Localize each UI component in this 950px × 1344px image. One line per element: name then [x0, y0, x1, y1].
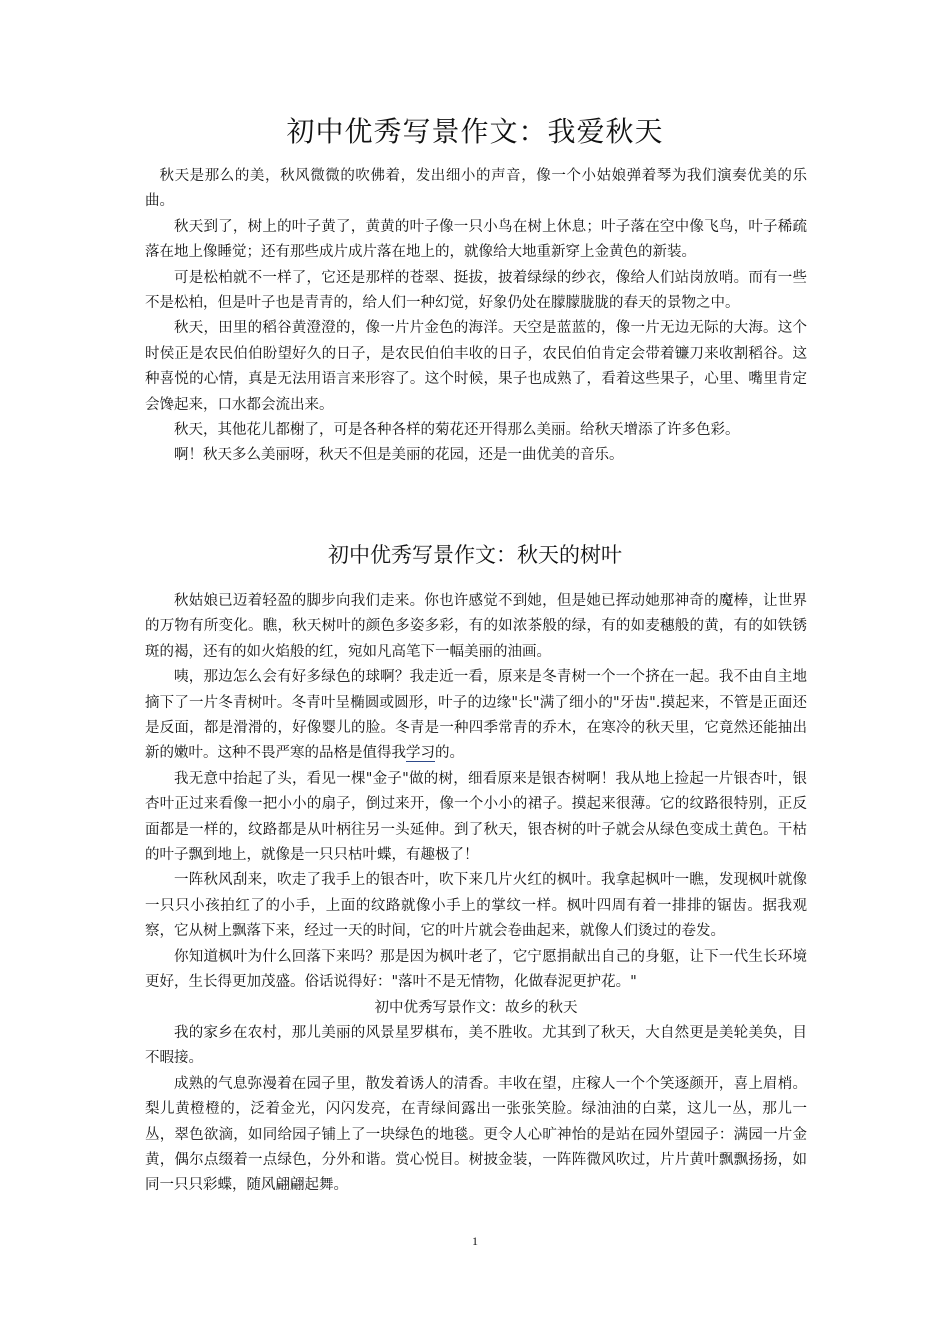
essay2-paragraph-2 — [145, 665, 807, 767]
essay2-paragraph-1: 秋姑娘已迈着轻盈的脚步向我们走来。你也许感觉不到她，但是她已挥动她那神奇的魔棒，让世界的万物有所变化。瞧，秋天树叶的颜色多姿多彩，有的如浓茶般的绿，有的如麦穗般的黄，有的如铁锈斑的褐，还有的如火焰般的红，宛如凡高笔下一幅美丽的油画。 — [145, 593, 807, 660]
essay1-paragraph-4: 秋天，田里的稻谷黄澄澄的，像一片片金色的海洋。天空是蓝蓝的，像一片无边无际的大海。这个时侯正是农民伯伯盼望好久的日子，是农民伯伯丰收的日子，农民伯伯肯定会带着镰刀来收割稻谷。这种喜悦的心情，真是无法用语言来形容了。这个时候，果子也成熟了，看着这些果子，心里、嘴里肯定会馋起来，口水都会流出来。 — [145, 320, 807, 413]
study-link[interactable]: 学习 — [406, 745, 435, 762]
essay1-paragraph-1: 秋天是那么的美，秋风微微的吹佛着，发出细小的声音，像一个小姑娘弹着琴为我们演奏优美的乐曲。 — [145, 168, 807, 210]
essay1-paragraph-5: 秋天，其他花儿都榭了，可是各种各样的菊花还开得那么美丽。给秋天增添了许多色彩。 — [174, 422, 740, 439]
essay1-paragraph-3: 可是松柏就不一样了，它还是那样的苍翠、挺拔，披着绿绿的纱衣，像给人们站岗放哨。而有一些不是松柏，但是叶子也是青青的，给人们一种幻觉，好象仍处在朦朦胧胧的春天的景物之中。 — [145, 269, 807, 312]
essay1-paragraph-6: 啊！秋天多么美丽呀，秋天不但是美丽的花园，还是一曲优美的音乐。 — [174, 447, 624, 464]
essay2-paragraph-2-text: 咦，那边怎么会有好多绿色的球啊？我走近一看，原来是冬青树一个一个挤在一起。我不由自主地摘下了一片冬青树叶。冬青叶呈椭圆或圆形，叶子的边缘"长"满了细小的"牙齿".摸起来，不管是正面还是反面，都是滑滑的，好像婴儿的脸。冬青是一种四季常青的乔木，在寒冷的秋天里，它竟然还能抽出新的嫩叶。这种不畏严寒的品格是值得我 — [145, 669, 807, 762]
essay2-paragraph-3: 我无意中抬起了头，看见一棵"金子"做的树，细看原来是银杏树啊！我从地上捡起一片银杏叶，银杏叶正过来看像一把小小的扇子，倒过来开，像一个小小的裙子。摸起来很薄。它的纹路很特别，正反面都是一样的，纹路都是从叶柄往另一头延伸。到了秋天，银杏树的叶子就会从绿色变成土黄色。干枯的叶子飘到地上，就像是一只只枯叶蝶，有趣极了！ — [145, 770, 807, 864]
essay1-title: 初中优秀写景作文：我爱秋天 — [286, 115, 664, 148]
essay2-title: 初中优秀写景作文：秋天的树叶 — [328, 543, 622, 567]
essay2-body — [145, 589, 807, 1199]
page-number: 1 — [472, 1234, 478, 1248]
essay2-paragraph-4: 一阵秋风刮来，吹走了我手上的银杏叶，吹下来几片火红的枫叶。我拿起枫叶一瞧，发现枫叶就像一只只小孩拍红了的小手，上面的纹路就像小手上的掌纹一样。枫叶四周有着一排排的锯齿。据我观察，它从树上飘落下来，经过一天的时间，它的叶片就会卷曲起来，就像人们烫过的卷发。 — [145, 872, 807, 940]
essay2-paragraph-5: 你知道枫叶为什么回落下来吗？那是因为枫叶老了，它宁愿捐献出自己的身躯，让下一代生长环境更好，生长得更加茂盛。俗话说得好："落叶不是无情物，化做春泥更护花。" — [145, 948, 807, 991]
essay3-paragraph-2: 成熟的气息弥漫着在园子里，散发着诱人的清香。丰收在望，庄稼人一个个笑逐颜开，喜上眉梢。梨儿黄橙橙的，泛着金光，闪闪发亮，在青绿间露出一张张笑脸。绿油油的白菜，这儿一丛，那儿一丛，翠色欲滴，如同给园子铺上了一块绿色的地毯。更令人心旷神怡的是站在园外望园子：满园一片金黄，偶尔点缀着一点绿色，分外和谐。赏心悦目。树披金装，一阵阵微风吹过，片片黄叶飘飘扬扬，如同一只只彩蝶，随风翩翩起舞。 — [145, 1075, 807, 1194]
essay3-title: 初中优秀写景作文：故乡的秋天 — [374, 999, 578, 1016]
essay3-paragraph-1: 我的家乡在农村，那儿美丽的风景星罗棋布，美不胜收。尤其到了秋天，大自然更是美轮美奂，目不暇接。 — [145, 1024, 807, 1067]
essay1-body — [145, 164, 807, 469]
essay1-paragraph-2: 秋天到了，树上的叶子黄了，黄黄的叶子像一只小鸟在树上休息；叶子落在空中像飞鸟，叶子稀疏落在地上像睡觉；还有那些成片成片落在地上的，就像给大地重新穿上金黄色的新装。 — [145, 218, 807, 261]
essay2-paragraph-2-end: 的。 — [435, 745, 464, 762]
